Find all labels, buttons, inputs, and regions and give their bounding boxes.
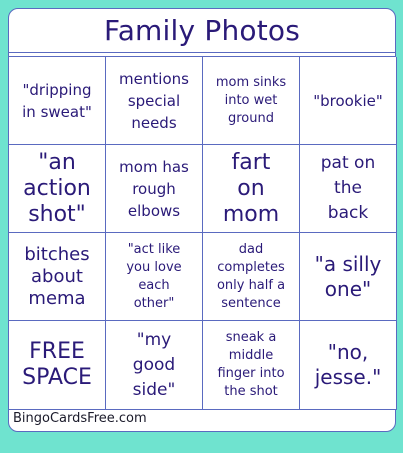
free-space-cell[interactable]: FREE SPACE: [9, 321, 106, 410]
bingo-cell[interactable]: dad completes only half a sentence: [203, 233, 300, 321]
bingo-cell[interactable]: mom sinks into wet ground: [203, 57, 300, 145]
bingo-cell[interactable]: mom has rough elbows: [106, 145, 203, 233]
bingo-cell[interactable]: fart on mom: [203, 145, 300, 233]
bingo-cell[interactable]: "brookie": [300, 57, 397, 145]
bingo-cell[interactable]: "act like you love each other": [106, 233, 203, 321]
site-credit: BingoCardsFree.com: [13, 411, 147, 426]
title-box: [9, 9, 395, 53]
bingo-cell[interactable]: "my good side": [106, 321, 203, 410]
bingo-cell[interactable]: "dripping in sweat": [9, 57, 106, 145]
bingo-cell[interactable]: pat on the back: [300, 145, 397, 233]
bingo-cell[interactable]: "no, jesse.": [300, 321, 397, 410]
bingo-cell[interactable]: mentions special needs: [106, 57, 203, 145]
bingo-cell[interactable]: sneak a middle finger into the shot: [203, 321, 300, 410]
bingo-grid: [8, 56, 396, 409]
bingo-cell[interactable]: "a silly one": [300, 233, 397, 321]
bingo-cell[interactable]: bitches about mema: [9, 233, 106, 321]
card-title: Family Photos: [103, 14, 301, 47]
bingo-cell[interactable]: "an action shot": [9, 145, 106, 233]
